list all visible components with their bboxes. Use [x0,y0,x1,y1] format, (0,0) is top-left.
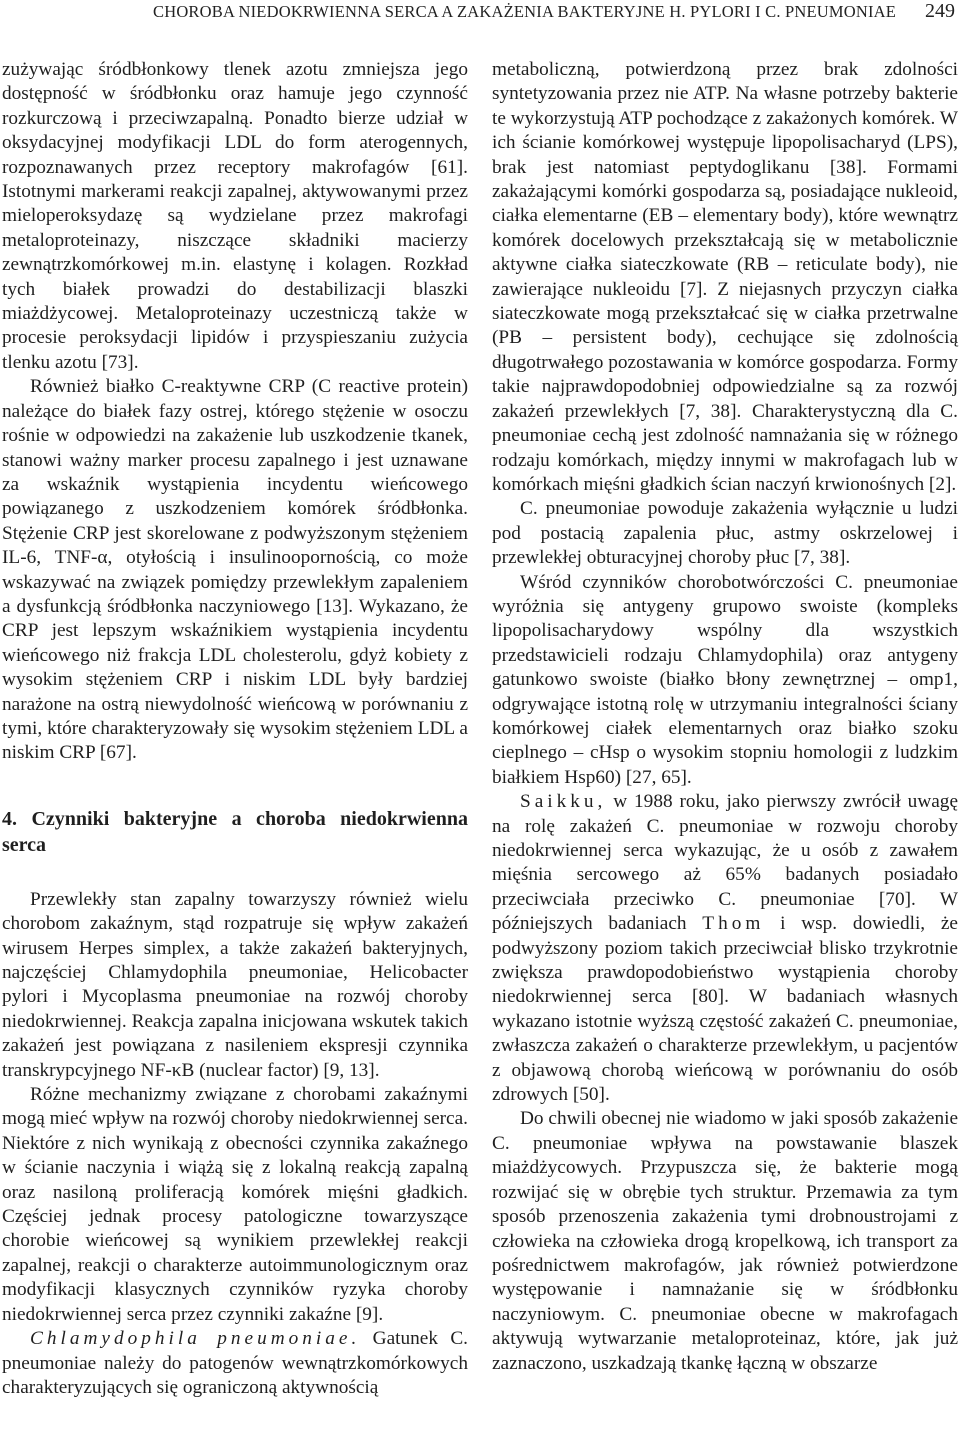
paragraph: Również białko C-reaktywne CRP (C reactive protein) należące do białek fazy ostrej, którego stężenie w osoczu rośnie w odpowiedzi na zakażenie lub uszkodzenie tkanek, stanowi ważny marker procesu zapalnego i jest uznawane za wskaźnik wystąpienia incydentu wieńcowego powiązanego z uszkodzeniem komórek śródbłonka. Stężenie CRP jest skorelowane z podwyższonym stężeniem IL-6, TNF-α, otyłością i insulinoopornością, co może wskazywać na związek pomiędzy przewlekłym zapaleniem a dysfunkcją śródbłonka naczyniowego [13]. Wykazano, że CRP jest lepszym wskaźnikiem wystąpienia incydentu wieńcowego niż frakcja LDL cholesterolu, gdyż kobiety z wysokim stężeniem CRP i niskim LDL były bardziej narażone na ostrą niewydolność wieńcową w porównaniu z tymi, które charakteryzowały się wysokim stężeniem LDL a niskim CRP [67]. [2,376,468,764]
paragraph: Przewlekły stan zapalny towarzyszy również wielu chorobom zakaźnym, stąd rozpatruje się wpływ zakażeń wirusem Herpes simplex, a także zakażeń bakteryjnych, najczęściej Chlamydophila pneumoniae, Helicobacter pylori i Mycoplasma pneumoniae na rozwój choroby niedokrwiennej. Reakcja zapalna inicjowana wskutek takich zakażeń jest powiązana z nasileniem ekspresji czynnika transkrypcyjnego NF-κB (nuclear factor) [9, 13]. [2,888,468,1081]
paragraph [2,1327,468,1400]
paragraph: metaboliczną, potwierdzoną przez brak zdolności syntetyzowania przez nie ATP. Na własne potrzeby bakterie te wykorzystują ATP pochodzące z zakażonych komórek. W ich ścianie komórkowej występuje lipopolisacharyd (LPS), brak jest natomiast peptydoglikanu [38]. Formami zakażającymi komórki gospodarza są, posiadające nukleoid, ciałka elementarne (EB – elementary body), które wewnątrz komórek docelowych przekształcają się w metabolicznie aktywne ciałka siateczkowate (RB – reticulate body), nie zawierające nukleoidu [7]. Z niejasnych przyczyn ciałka siateczkowate mogą przekształcać się w ciałka przetrwalne (PB – persistent body), cechujące się zdolnością długotrwałego pozostawania w komórce gospodarza. Formy takie najprawdopodobniej odpowiedzialne są za rozwój zakażeń przewlekłych [7, 38]. Charakterystyczną dla C. pneumoniae cechą jest zdolność namnażania się w różnego rodzaju komórkach, między innymi w makrofagach lub w komórkach mięśni gładkich ścian naczyń krwionośnych [2]. [492,59,958,495]
right-column [492,58,958,1376]
author-name: Thom [702,913,765,935]
paragraph: Wśród czynników chorobotwórczości C. pneumoniae wyróżnia się antygeny grupowo swoiste (kompleks lipopolisacharydowy wspólny dla wszystkich przedstawicieli rodzaju Chlamydophila) oraz antygeny gatunkowo swoiste (białko błony zewnętrznej – omp1, odgrywające istotną rolę w utrzymaniu integralności ściany komórkowej ciałek elementarnych oraz białko szoku cieplnego – cHsp o wysokim stopniu homologii z ludzkim białkiem Hsp60) [27, 65]. [492,571,958,788]
left-column [2,58,468,1400]
paragraph: C. pneumoniae powoduje zakażenia wyłącznie u ludzi pod postacią zapalenia płuc, astmy oskrzelowej i przewlekłej obturacyjnej choroby płuc [7, 38]. [492,498,958,569]
page-header [0,0,960,26]
running-head: CHOROBA NIEDOKRWIENNA SERCA A ZAKAŻENIA BAKTERYJNE H. PYLORI I C. PNEUMONIAE [153,2,897,21]
paragraph-text: i wsp. dowiedli, że podwyższony poziom takich przeciwciał blisko trzykrotnie zwiększa prawdopodobieństwo wystąpienia choroby niedokrwiennej serca [80]. W badaniach własnych wykazano istotnie wyższą częstość zakażeń C. pneumoniae, zwłaszcza zakażeń o charakterze przewlekłym, u pacjentów z objawową chorobą wieńcową w porównaniu do osób zdrowych [50]. [492,913,958,1106]
paragraph [492,790,958,1107]
paragraph-text: w 1988 roku, jako pierwszy zwrócił uwagę na rolę zakażeń C. pneumoniae w rozwoju choroby niedokrwiennej serca wykazując, że u osób z zawałem mięśnia sercowego aż 65% badanych posiadało przeciwciała przeciwko C. pneumoniae [70]. W późniejszych badaniach [492,791,958,935]
author-name: Saikku, [520,791,607,813]
species-name: Chlamydophila pneumoniae. [30,1328,361,1350]
paragraph: Różne mechanizmy związane z chorobami zakaźnymi mogą mieć wpływ na rozwój choroby niedokrwiennej serca. Niektóre z nich wynikają z obecności czynnika zakaźnego w ścianie naczynia i wiążą się z lokalną reakcją zapalną oraz nasiloną proliferacją komórek mięśni gładkich. Częściej jednak procesy patologiczne towarzyszące chorobie wieńcowej są wynikiem przewlekłej reakcji zapalnej, reakcji o charakterze autoimmunologicznym oraz modyfikacji klasycznych czynników ryzyka choroby niedokrwiennej serca przez czynniki zakaźne [9]. [2,1084,468,1325]
paragraph-text: Gatunek C. pneumoniae należy do patogenów wewnątrzkomórkowych charakteryzujących się ograniczoną aktywnością [2,1328,469,1398]
paragraph: zużywając śródbłonkowy tlenek azotu zmniejsza jego dostępność w śródbłonku oraz hamuje jego czynność rozkurczową i przeciwzapalną. Ponadto bierze udział w oksydacyjnej modyfikacji LDL do form aterogennych, rozpoznawanych przez receptory makrofagów [61]. Istotnymi markerami reakcji zapalnej, aktywowanymi przez mieloperoksydazę są wydzielane przez makrofagi metaloproteinazy, niszczące składniki macierzy zewnątrzkomórkowej m.in. elastynę i kolagen. Rozkład tych białek prowadzi do destabilizacji blaszki miażdżycowej. Metaloproteinazy uczestniczą także w procesie peroksydacji lipidów i przyspieszaniu zużycia tlenku azotu [73]. [2,59,468,373]
page-number: 249 [925,0,955,22]
section-heading: 4. Czynniki bakteryjne a choroba niedokrwienna serca [2,807,468,856]
paragraph: Do chwili obecnej nie wiadomo w jaki sposób zakażenie C. pneumoniae wpływa na powstawanie blaszek miażdżycowych. Przypuszcza się, że bakterie mogą rozwijać się w obrębie tych struktur. Przemawia za tym sposób przenoszenia zakażenia tymi drobnoustrojami z człowieka na człowieka drogą kropelkową, ich transport za pośrednictwem makrofagów, jak również potwierdzone występowanie i namnażanie się w śródbłonku naczyniowym. C. pneumoniae obecne w makrofagach aktywują wytwarzanie metaloproteinaz, które, jak już zaznaczono, uszkadzają tkankę łączną w obszarze [492,1108,958,1374]
